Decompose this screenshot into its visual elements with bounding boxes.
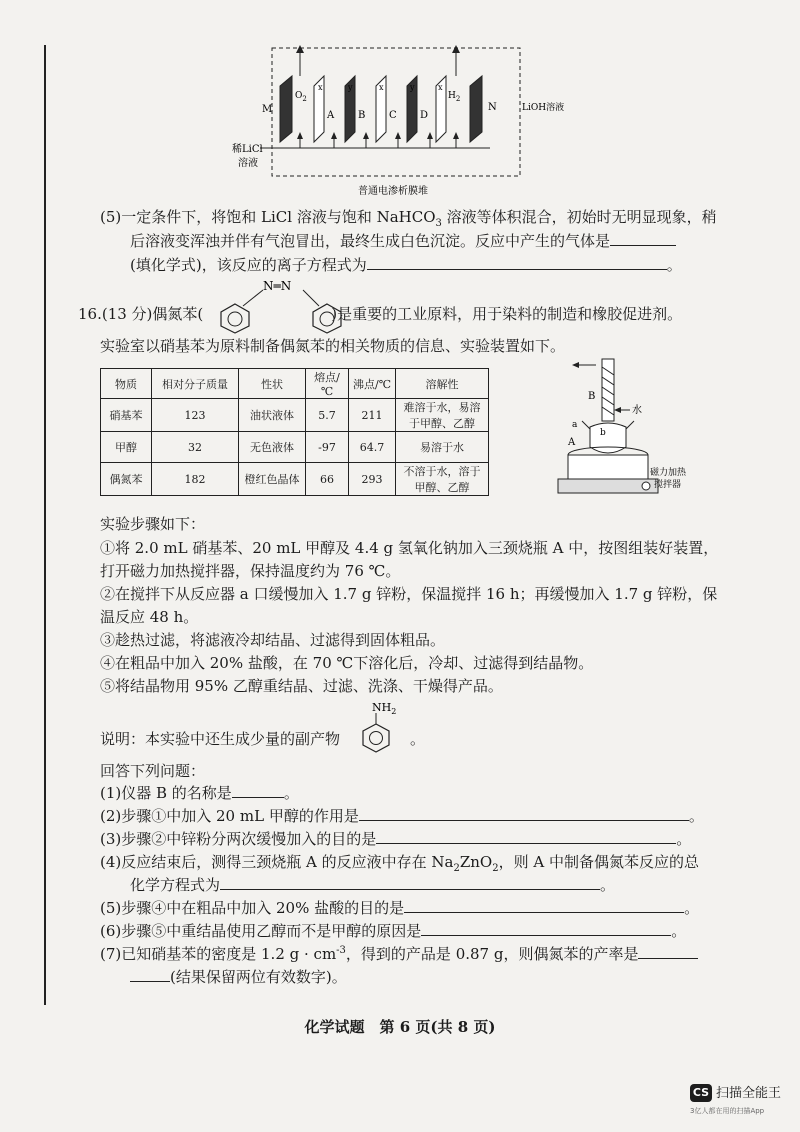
electrode-N-label: N [488,102,497,113]
table-cell: 64.7 [349,432,396,463]
table-cell: 66 [306,463,349,496]
table-row [101,432,489,463]
membrane-y-label: y [348,83,353,92]
port-b-label: b [600,428,606,438]
apparatus-diagram [550,355,700,510]
table-cell: 橙红色晶体 [239,463,306,496]
membrane-x-label: x [318,83,323,92]
answer-blank[interactable] [638,944,698,959]
table-header: 物质 [101,369,152,399]
table-row [101,463,489,496]
licl-label-2: 溶液 [238,158,258,169]
step-1a: ①将 2.0 mL 硝基苯、20 mL 甲醇及 4.4 g 氢氧化钠加入三颈烧瓶 A 中，按图组装好装置， [100,539,719,557]
question-5: (5)步骤④中在粗品中加入 20% 盐酸的目的是 。 [100,899,700,917]
answer-blank[interactable] [130,967,170,982]
table-header: 溶解性 [396,369,489,399]
lioh-label: LiOH溶液 [522,103,565,113]
question-4a: (4)反应结束后，测得三颈烧瓶 A 的反应液中存在 $Na_2ZnO_2$，则 A 中制备偶氮苯反应的总 [100,853,699,874]
q16-intro: 16.(13 分)偶氮苯( )是重要的工业原料，用于染料的制造和橡胶促进剂。 [78,305,683,323]
step-3: ③趁热过滤，将滤液冷却结晶、过滤得到固体粗品。 [100,631,446,649]
electrodialysis-diagram [230,40,565,210]
table-header: 熔点/℃ [306,369,349,399]
question-1: (1)仪器 B 的名称是 。 [100,784,299,802]
questions-title: 回答下列问题： [100,762,206,780]
aniline-structure [358,700,418,756]
question-7b: (结果保留两位有效数字)。 [130,966,347,988]
table-row [101,399,489,432]
step-2a: ②在搅拌下从反应器 a 口缓慢加入 1.7 g 锌粉，保温搅拌 16 h；再缓慢加入 1.7 g 锌粉，保 [100,585,718,603]
table-cell: 182 [152,463,239,496]
camscanner-tagline: 3亿人都在用的扫描App [690,1107,765,1115]
question-6: (6)步骤⑤中重结晶使用乙醇而不是甲醇的原因是 。 [100,922,687,940]
table-cell: -97 [306,432,349,463]
table-header: 相对分子质量 [152,369,239,399]
table-cell: 油状液体 [239,399,306,432]
table-cell: 不溶于水，溶于 甲醇、乙醇 [396,463,489,496]
table-cell: 易溶于水 [396,432,489,463]
q5-line2: 后溶液变浑浊并伴有气泡冒出，最终生成白色沉淀。反应中产生的气体是 [130,230,676,252]
q16-intro2: 实验室以硝基苯为原料制备偶氮苯的相关物质的信息、实验装置如下。 [100,337,566,355]
stirrer-label-2: 搅拌器 [654,480,682,490]
steps-title: 实验步骤如下： [100,515,206,533]
answer-blank[interactable] [367,255,667,270]
step-2b: 温反应 48 h。 [100,608,199,626]
step-5: ⑤将结晶物用 95% 乙醇重结晶、过滤、洗涤、干燥得产品。 [100,677,503,695]
question-3: (3)步骤②中锌粉分两次缓慢加入的目的是 。 [100,830,692,848]
membrane-x-label: x [379,83,384,92]
water-label: 水 [632,405,642,416]
table-header: 性状 [239,369,306,399]
answer-blank[interactable] [359,806,689,821]
page-footer: 化学试题 第 6 页(共 8 页) [304,1018,496,1036]
answer-blank[interactable] [376,829,676,844]
answer-blank[interactable] [404,898,684,913]
q5-line1: (5)一定条件下，将饱和 LiCl 溶液与饱和 NaHCO$_3$ 溶液等体积混合，初始时无明显现象，稍 [100,208,717,229]
table-cell: 偶氮苯 [101,463,152,496]
answer-blank[interactable] [421,921,671,936]
nh2-label: $NH_2$ [372,701,397,716]
table-cell: 5.7 [306,399,349,432]
table-header: 沸点/℃ [349,369,396,399]
table-cell: 甲醇 [101,432,152,463]
o2-label: $O_2$ [295,91,307,103]
answer-blank[interactable] [610,231,676,246]
table-cell: 无色液体 [239,432,306,463]
question-4b: 化学方程式为 。 [130,876,616,894]
camscanner-logo-icon: CS [690,1084,712,1102]
table-cell: 293 [349,463,396,496]
table-cell: 难溶于水，易溶 于甲醇、乙醇 [396,399,489,432]
table-cell: 32 [152,432,239,463]
answer-blank[interactable] [232,783,284,798]
step-1b: 打开磁力加热搅拌器，保持温度约为 76 ℃。 [100,562,401,580]
note-line: 说明：本实验中还生成少量的副产物 。 [100,730,426,748]
camscanner-name: 扫描全能王 [716,1086,782,1101]
chamber-A-label: A [327,110,335,121]
table-cell: 211 [349,399,396,432]
apparatus-B-label: B [588,391,596,402]
azo-group-label: N═N [263,279,292,293]
diagram-caption: 普通电渗析膜堆 [358,186,428,197]
question-2: (2)步骤①中加入 20 mL 甲醇的作用是 。 [100,807,704,825]
substance-table [100,368,489,496]
electrode-M-label: M [262,104,273,115]
membrane-y-label: y [410,83,415,92]
table-cell: 硝基苯 [101,399,152,432]
chamber-D-label: D [420,110,429,121]
chamber-C-label: C [389,110,397,121]
question-7a: (7)已知硝基苯的密度是 1.2 $g \cdot cm^{-3}$，得到的产品是 0.87 g，则偶氮苯的产率是 [100,943,698,965]
table-cell: 123 [152,399,239,432]
azobenzene-structure [215,276,351,336]
h2-label: $H_2$ [448,91,461,103]
q5-line3: (填化学式)，该反应的离子方程式为 。 [130,256,682,274]
stirrer-label-1: 磁力加热 [650,468,687,478]
port-a-label: a [572,420,578,430]
flask-A-label: A [568,437,576,448]
licl-label-1: 稀LiCl [232,144,263,155]
step-4: ④在粗品中加入 20% 盐酸，在 70 ℃下溶化后，冷却、过滤得到结晶物。 [100,654,594,672]
answer-blank[interactable] [220,875,600,890]
membrane-x-label: x [438,83,443,92]
margin-line [44,45,46,1005]
chamber-B-label: B [358,110,366,121]
